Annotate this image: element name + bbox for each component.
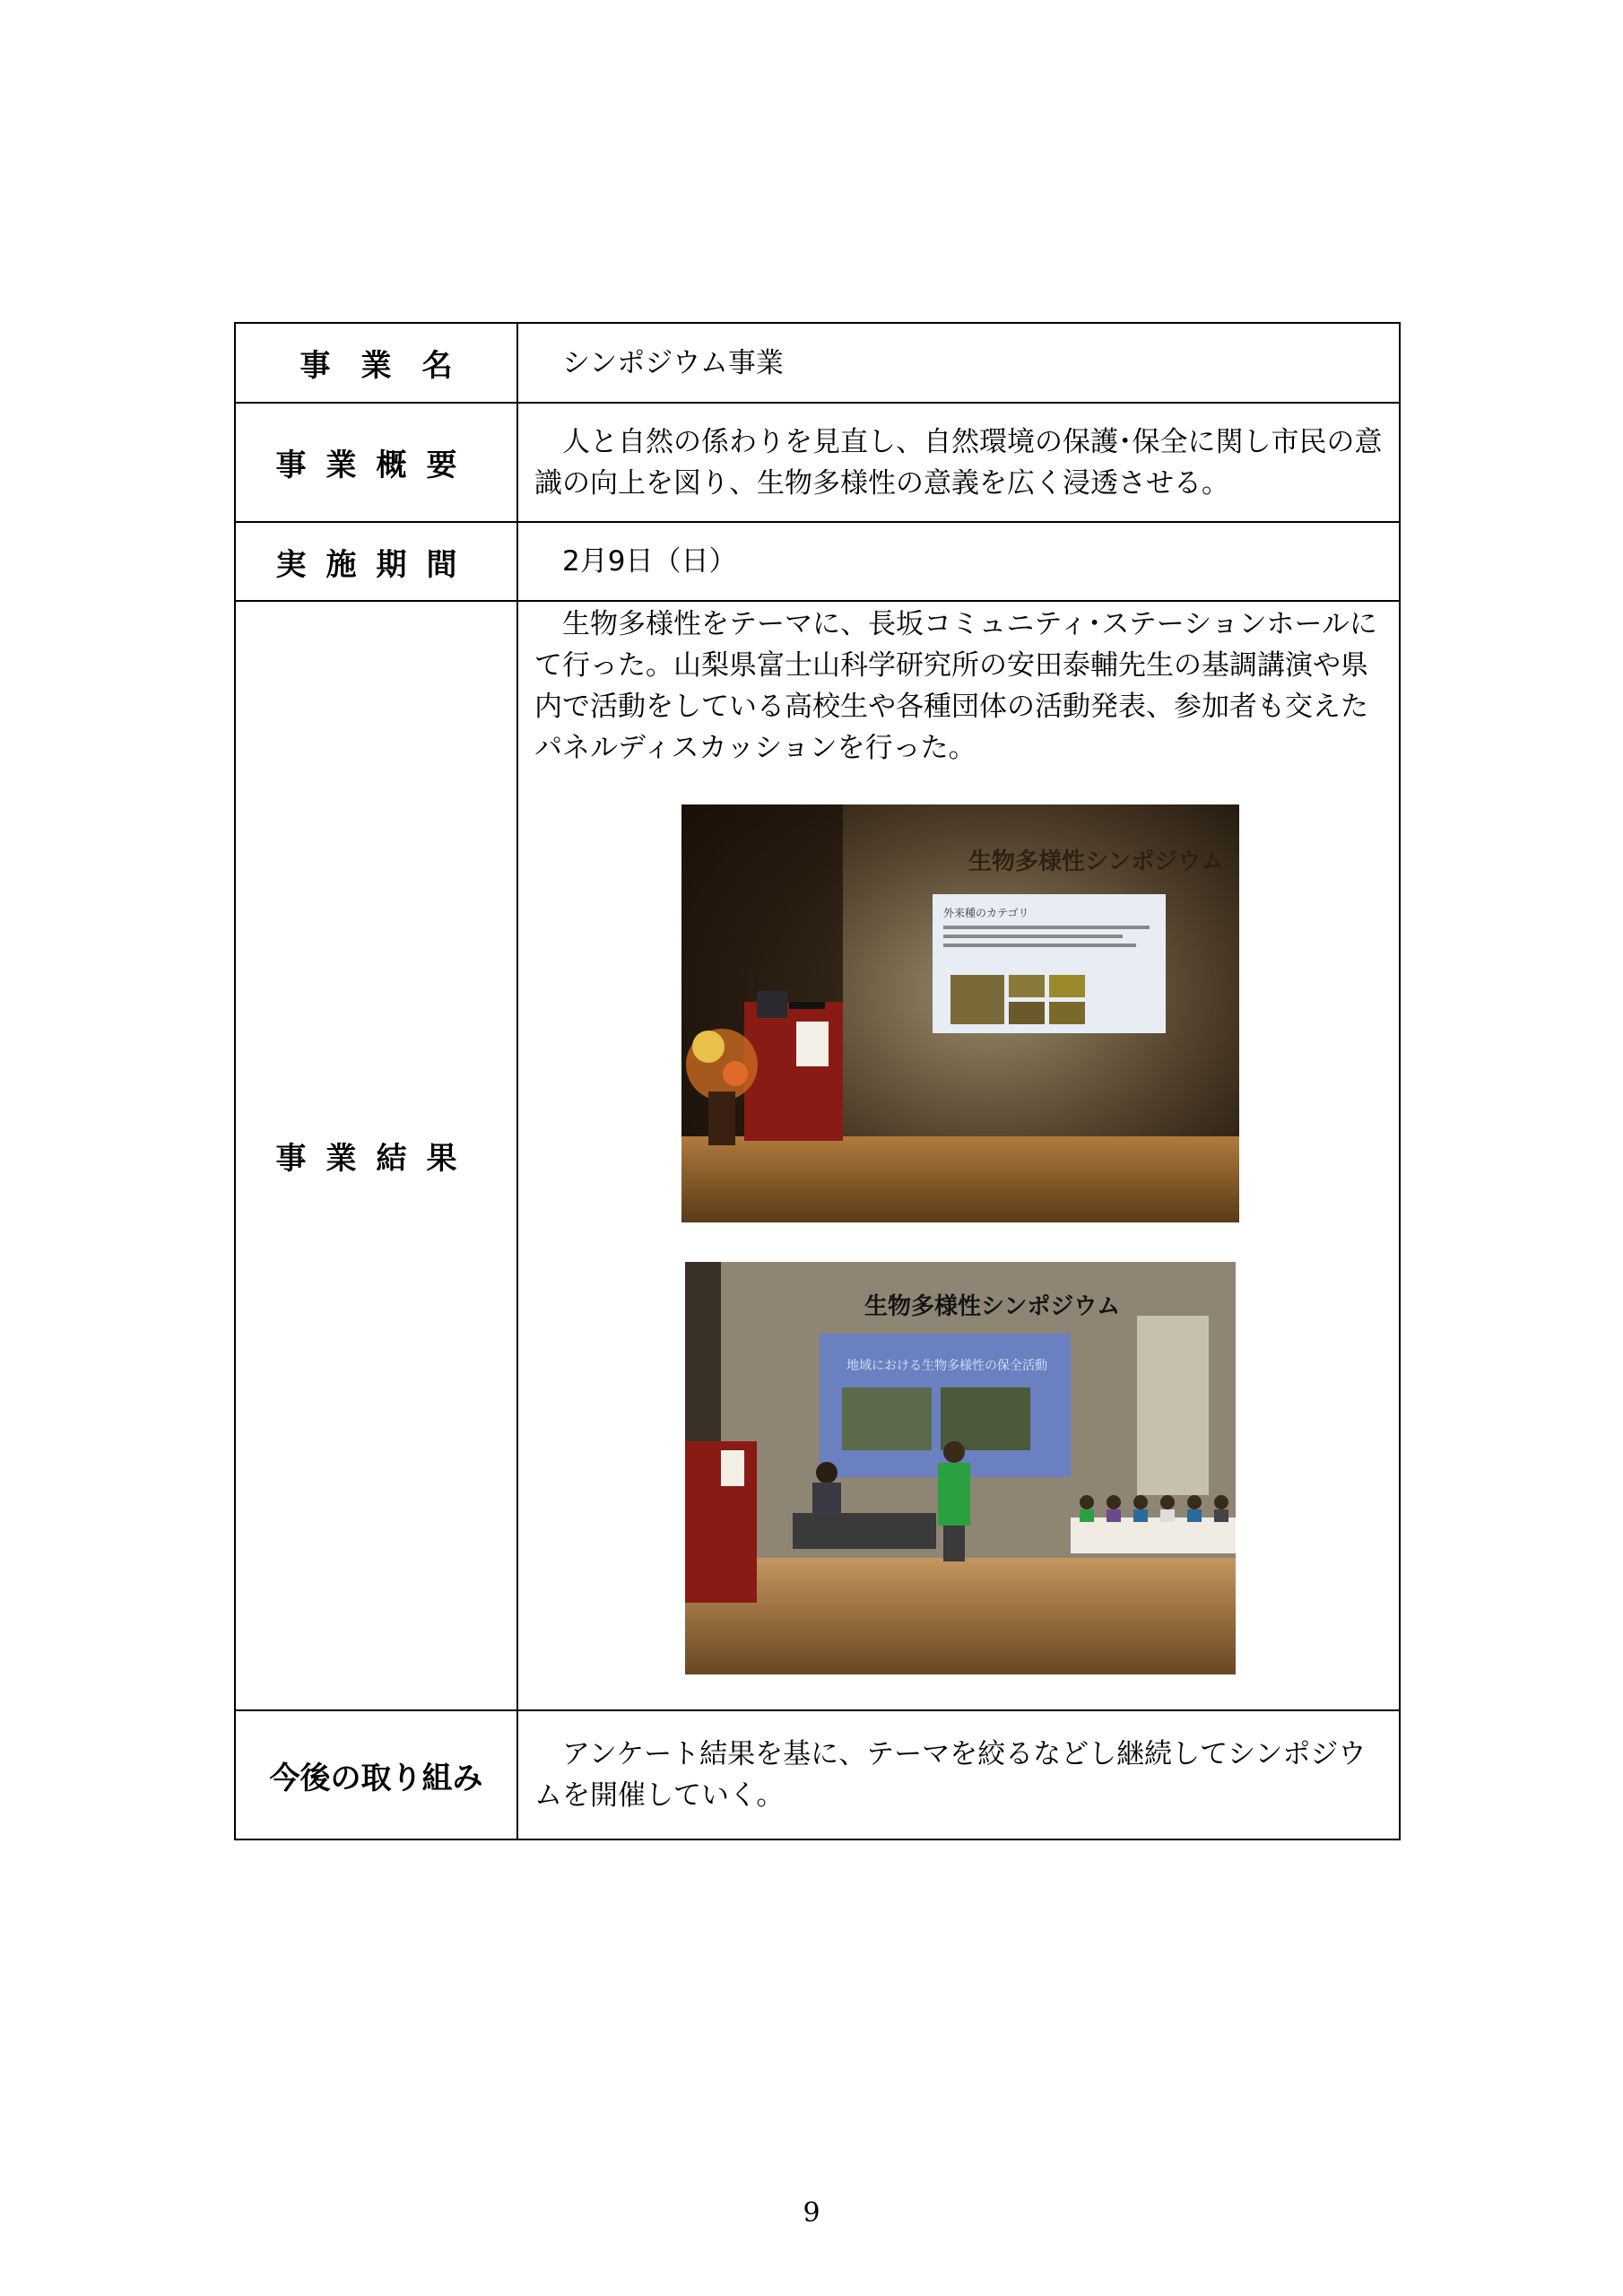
photo-keynote-svg [681, 804, 1239, 1222]
row-period [235, 522, 1400, 601]
photo-panel-svg [685, 1262, 1236, 1674]
label-result [235, 601, 517, 1710]
value-project-name: シンポジウム事業 [517, 323, 1400, 403]
label-future [235, 1710, 517, 1839]
label-summary-text: 事業概要 [275, 448, 477, 483]
label-period-text: 実施期間 [275, 546, 477, 583]
keynote-banner: 生物多様性シンポジウム [968, 848, 1225, 875]
label-period [235, 522, 517, 601]
panel-banner: 生物多様性シンポジウム [864, 1293, 1121, 1320]
panel-slide-title: 地域における生物多様性の保全活動 [846, 1359, 1047, 1373]
label-result-text: 事業結果 [275, 1141, 477, 1177]
value-summary: 人と自然の係わりを見直し、自然環境の保護･保全に関し市民の意識の向上を図り、生物多様性の意義を広く浸透させる。 [517, 403, 1400, 522]
value-period: 2月9日（日） [517, 522, 1400, 601]
result-text: 生物多様性をテーマに、長坂コミュニティ･ステーションホールにて行った。山梨県富士山科学研究所の安田泰輔先生の基調講演や県内で活動をしている高校生や各種団体の活動発表、参加者も交えたパネルディスカッションを行った。 [534, 608, 1377, 764]
page-number: 9 [803, 2197, 820, 2229]
row-result [235, 601, 1400, 1710]
report-table [234, 322, 1401, 1840]
row-project-name [235, 323, 1400, 403]
keynote-slide-title: 外来種のカテゴリ [943, 907, 1029, 919]
photo-panel-discussion [685, 1262, 1236, 1674]
value-result [517, 601, 1400, 1710]
row-future [235, 1710, 1400, 1839]
label-project-name-text: 事 業 名 [299, 348, 453, 384]
label-future-text: 今後の取り組み [269, 1760, 483, 1796]
label-summary [235, 403, 517, 522]
photo-keynote-lecture [681, 804, 1239, 1222]
row-summary [235, 403, 1400, 522]
label-project-name [235, 323, 517, 403]
value-future: アンケート結果を基に、テーマを絞るなどし継続してシンポジウムを開催していく。 [517, 1710, 1400, 1839]
